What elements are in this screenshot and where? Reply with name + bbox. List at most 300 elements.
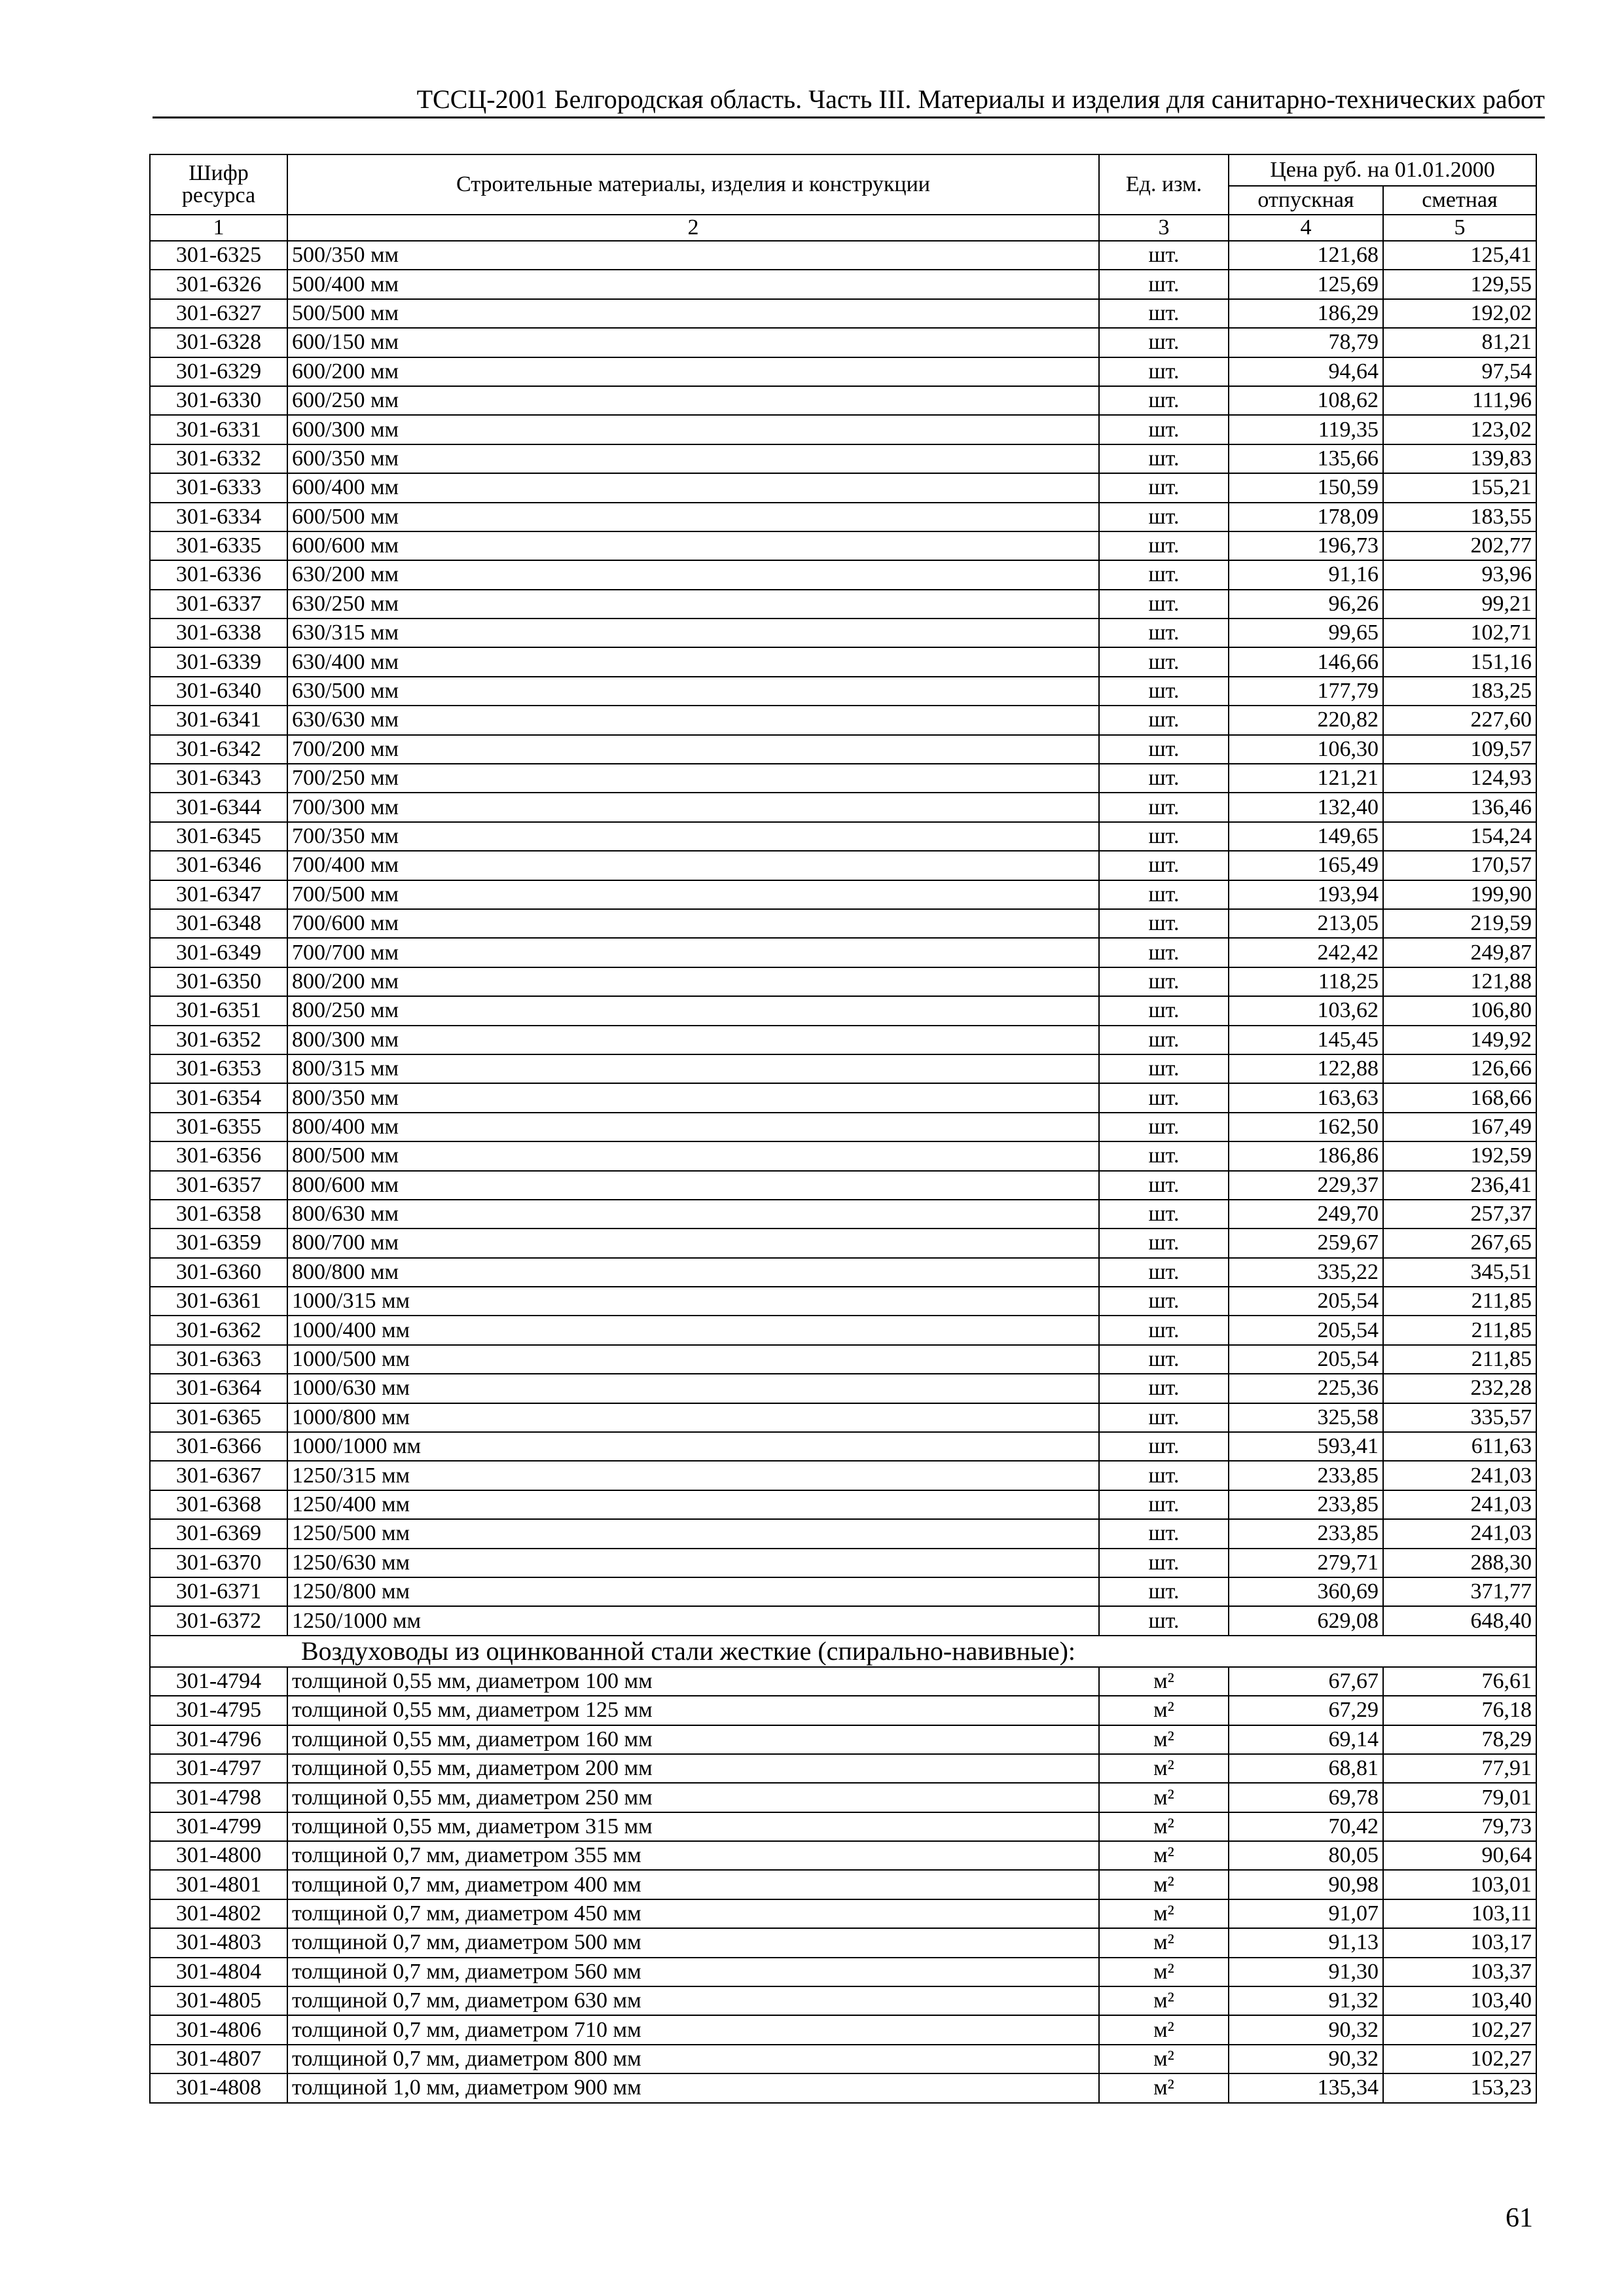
- estimate-price: 153,23: [1383, 2073, 1536, 2102]
- estimate-price: 102,71: [1383, 619, 1536, 647]
- release-price: 205,54: [1229, 1287, 1383, 1316]
- header-row: [150, 154, 1536, 186]
- unit-of-measure: шт.: [1099, 1549, 1229, 1577]
- estimate-price: 241,03: [1383, 1519, 1536, 1548]
- resource-code: 301-4806: [150, 2015, 287, 2044]
- release-price: 162,50: [1229, 1113, 1383, 1141]
- estimate-price: 227,60: [1383, 706, 1536, 734]
- release-price: 106,30: [1229, 735, 1383, 764]
- estimate-price: 90,64: [1383, 1841, 1536, 1870]
- unit-of-measure: шт.: [1099, 1461, 1229, 1490]
- resource-code: 301-4804: [150, 1958, 287, 1986]
- release-price: 259,67: [1229, 1229, 1383, 1257]
- release-price: 108,62: [1229, 386, 1383, 415]
- resource-code: 301-4794: [150, 1667, 287, 1696]
- estimate-price: 232,28: [1383, 1374, 1536, 1403]
- header-estimate-price: сметная: [1383, 186, 1536, 215]
- resource-code: 301-4796: [150, 1725, 287, 1754]
- unit-of-measure: м²: [1099, 1754, 1229, 1783]
- unit-of-measure: шт.: [1099, 1258, 1229, 1287]
- unit-of-measure: шт.: [1099, 822, 1229, 851]
- release-price: 103,62: [1229, 996, 1383, 1025]
- resource-code: 301-6329: [150, 357, 287, 386]
- material-name: 1000/800 мм: [287, 1403, 1099, 1432]
- resource-code: 301-6372: [150, 1606, 287, 1635]
- release-price: 233,85: [1229, 1461, 1383, 1490]
- resource-code: 301-6370: [150, 1549, 287, 1577]
- estimate-price: 79,01: [1383, 1783, 1536, 1812]
- material-name: толщиной 1,0 мм, диаметром 900 мм: [287, 2073, 1099, 2102]
- release-price: 225,36: [1229, 1374, 1383, 1403]
- estimate-price: 81,21: [1383, 328, 1536, 357]
- table-row: [150, 1667, 1536, 1696]
- release-price: 94,64: [1229, 357, 1383, 386]
- resource-code: 301-6357: [150, 1171, 287, 1200]
- table-row: [150, 357, 1536, 386]
- estimate-price: 102,27: [1383, 2045, 1536, 2073]
- estimate-price: 123,02: [1383, 415, 1536, 444]
- table-row: [150, 1403, 1536, 1432]
- resource-code: 301-6364: [150, 1374, 287, 1403]
- table-row: [150, 1490, 1536, 1519]
- release-price: 178,09: [1229, 503, 1383, 531]
- material-name: 1000/500 мм: [287, 1345, 1099, 1374]
- resource-code: 301-6341: [150, 706, 287, 734]
- material-name: 800/200 мм: [287, 967, 1099, 996]
- unit-of-measure: м²: [1099, 1928, 1229, 1957]
- release-price: 220,82: [1229, 706, 1383, 734]
- material-name: 800/250 мм: [287, 996, 1099, 1025]
- table-row: [150, 1171, 1536, 1200]
- estimate-price: 335,57: [1383, 1403, 1536, 1432]
- unit-of-measure: шт.: [1099, 1432, 1229, 1461]
- table-header: [150, 154, 1536, 241]
- unit-of-measure: шт.: [1099, 1345, 1229, 1374]
- column-number: 1: [150, 215, 287, 241]
- material-name: 1250/315 мм: [287, 1461, 1099, 1490]
- table-body-part2: [150, 1667, 1536, 2103]
- table-row: [150, 793, 1536, 821]
- unit-of-measure: шт.: [1099, 1316, 1229, 1344]
- release-price: 125,69: [1229, 270, 1383, 298]
- resource-code: 301-6353: [150, 1054, 287, 1083]
- table-row: [150, 531, 1536, 560]
- material-name: 1250/630 мм: [287, 1549, 1099, 1577]
- estimate-price: 111,96: [1383, 386, 1536, 415]
- material-name: толщиной 0,55 мм, диаметром 315 мм: [287, 1812, 1099, 1841]
- table-row: [150, 822, 1536, 851]
- unit-of-measure: шт.: [1099, 1374, 1229, 1403]
- section-heading-row: [150, 1636, 1536, 1667]
- table-row: [150, 1870, 1536, 1899]
- resource-code: 301-6343: [150, 764, 287, 793]
- estimate-price: 103,11: [1383, 1899, 1536, 1928]
- resource-code: 301-6336: [150, 560, 287, 589]
- table-row: [150, 735, 1536, 764]
- estimate-price: 211,85: [1383, 1287, 1536, 1316]
- unit-of-measure: м²: [1099, 2073, 1229, 2102]
- material-name: толщиной 0,7 мм, диаметром 630 мм: [287, 1986, 1099, 2015]
- release-price: 122,88: [1229, 1054, 1383, 1083]
- header-unit: Ед. изм.: [1099, 154, 1229, 215]
- estimate-price: 202,77: [1383, 531, 1536, 560]
- header-name: Строительные материалы, изделия и конструкции: [287, 154, 1099, 215]
- price-table: [149, 154, 1537, 2104]
- estimate-price: 168,66: [1383, 1083, 1536, 1112]
- resource-code: 301-6352: [150, 1026, 287, 1054]
- material-name: 600/250 мм: [287, 386, 1099, 415]
- unit-of-measure: м²: [1099, 2015, 1229, 2044]
- material-name: 630/200 мм: [287, 560, 1099, 589]
- estimate-price: 211,85: [1383, 1316, 1536, 1344]
- column-number: 2: [287, 215, 1099, 241]
- release-price: 67,29: [1229, 1696, 1383, 1725]
- resource-code: 301-6366: [150, 1432, 287, 1461]
- table-row: [150, 560, 1536, 589]
- resource-code: 301-6368: [150, 1490, 287, 1519]
- resource-code: 301-6369: [150, 1519, 287, 1548]
- estimate-price: 249,87: [1383, 938, 1536, 967]
- estimate-price: 183,55: [1383, 503, 1536, 531]
- resource-code: 301-6331: [150, 415, 287, 444]
- resource-code: 301-6367: [150, 1461, 287, 1490]
- header-release-price: отпускная: [1229, 186, 1383, 215]
- release-price: 149,65: [1229, 822, 1383, 851]
- estimate-price: 149,92: [1383, 1026, 1536, 1054]
- unit-of-measure: шт.: [1099, 270, 1229, 298]
- resource-code: 301-6337: [150, 590, 287, 619]
- material-name: 600/600 мм: [287, 531, 1099, 560]
- material-name: 700/300 мм: [287, 793, 1099, 821]
- header-rule: [153, 117, 1545, 118]
- unit-of-measure: м²: [1099, 1899, 1229, 1928]
- unit-of-measure: м²: [1099, 2045, 1229, 2073]
- resource-code: 301-4795: [150, 1696, 287, 1725]
- unit-of-measure: шт.: [1099, 764, 1229, 793]
- unit-of-measure: шт.: [1099, 1054, 1229, 1083]
- material-name: 1000/400 мм: [287, 1316, 1099, 1344]
- table-row: [150, 1783, 1536, 1812]
- release-price: 91,32: [1229, 1986, 1383, 2015]
- estimate-price: 126,66: [1383, 1054, 1536, 1083]
- material-name: 800/700 мм: [287, 1229, 1099, 1257]
- resource-code: 301-6338: [150, 619, 287, 647]
- estimate-price: 241,03: [1383, 1490, 1536, 1519]
- unit-of-measure: м²: [1099, 1667, 1229, 1696]
- material-name: 500/400 мм: [287, 270, 1099, 298]
- unit-of-measure: шт.: [1099, 241, 1229, 270]
- resource-code: 301-6346: [150, 851, 287, 880]
- table-row: [150, 328, 1536, 357]
- release-price: 90,32: [1229, 2015, 1383, 2044]
- estimate-price: 93,96: [1383, 560, 1536, 589]
- unit-of-measure: м²: [1099, 1725, 1229, 1754]
- material-name: 1250/800 мм: [287, 1577, 1099, 1606]
- estimate-price: 236,41: [1383, 1171, 1536, 1200]
- resource-code: 301-6354: [150, 1083, 287, 1112]
- estimate-price: 154,24: [1383, 822, 1536, 851]
- material-name: 600/400 мм: [287, 473, 1099, 502]
- estimate-price: 371,77: [1383, 1577, 1536, 1606]
- release-price: 80,05: [1229, 1841, 1383, 1870]
- release-price: 96,26: [1229, 590, 1383, 619]
- header-price: Цена руб. на 01.01.2000: [1229, 154, 1536, 186]
- resource-code: 301-6349: [150, 938, 287, 967]
- material-name: толщиной 0,7 мм, диаметром 355 мм: [287, 1841, 1099, 1870]
- estimate-price: 136,46: [1383, 793, 1536, 821]
- unit-of-measure: шт.: [1099, 444, 1229, 473]
- table-row: [150, 1928, 1536, 1957]
- estimate-price: 97,54: [1383, 357, 1536, 386]
- material-name: 800/300 мм: [287, 1026, 1099, 1054]
- resource-code: 301-6360: [150, 1258, 287, 1287]
- table-row: [150, 1432, 1536, 1461]
- estimate-price: 155,21: [1383, 473, 1536, 502]
- resource-code: 301-6340: [150, 677, 287, 706]
- unit-of-measure: шт.: [1099, 1229, 1229, 1257]
- unit-of-measure: шт.: [1099, 1171, 1229, 1200]
- material-name: 600/350 мм: [287, 444, 1099, 473]
- material-name: толщиной 0,55 мм, диаметром 200 мм: [287, 1754, 1099, 1783]
- table-row: [150, 473, 1536, 502]
- table-row: [150, 1606, 1536, 1635]
- material-name: 630/400 мм: [287, 647, 1099, 676]
- unit-of-measure: шт.: [1099, 967, 1229, 996]
- release-price: 335,22: [1229, 1258, 1383, 1287]
- material-name: толщиной 0,7 мм, диаметром 710 мм: [287, 2015, 1099, 2044]
- unit-of-measure: шт.: [1099, 357, 1229, 386]
- table-row: [150, 677, 1536, 706]
- estimate-price: 241,03: [1383, 1461, 1536, 1490]
- release-price: 135,34: [1229, 2073, 1383, 2102]
- release-price: 593,41: [1229, 1432, 1383, 1461]
- release-price: 69,14: [1229, 1725, 1383, 1754]
- material-name: 600/500 мм: [287, 503, 1099, 531]
- material-name: 700/700 мм: [287, 938, 1099, 967]
- estimate-price: 106,80: [1383, 996, 1536, 1025]
- material-name: 630/500 мм: [287, 677, 1099, 706]
- resource-code: 301-6359: [150, 1229, 287, 1257]
- release-price: 145,45: [1229, 1026, 1383, 1054]
- estimate-price: 167,49: [1383, 1113, 1536, 1141]
- material-name: толщиной 0,7 мм, диаметром 450 мм: [287, 1899, 1099, 1928]
- release-price: 196,73: [1229, 531, 1383, 560]
- estimate-price: 103,01: [1383, 1870, 1536, 1899]
- unit-of-measure: шт.: [1099, 531, 1229, 560]
- material-name: толщиной 0,55 мм, диаметром 125 мм: [287, 1696, 1099, 1725]
- unit-of-measure: шт.: [1099, 851, 1229, 880]
- table-row: [150, 1200, 1536, 1229]
- resource-code: 301-4800: [150, 1841, 287, 1870]
- table-row: [150, 1229, 1536, 1257]
- table-row: [150, 1958, 1536, 1986]
- estimate-price: 611,63: [1383, 1432, 1536, 1461]
- unit-of-measure: шт.: [1099, 1083, 1229, 1112]
- table-row: [150, 241, 1536, 270]
- table-row: [150, 590, 1536, 619]
- release-price: 121,21: [1229, 764, 1383, 793]
- table-row: [150, 1577, 1536, 1606]
- unit-of-measure: шт.: [1099, 415, 1229, 444]
- material-name: 700/600 мм: [287, 909, 1099, 938]
- material-name: толщиной 0,55 мм, диаметром 100 мм: [287, 1667, 1099, 1696]
- table-row: [150, 647, 1536, 676]
- release-price: 68,81: [1229, 1754, 1383, 1783]
- release-price: 132,40: [1229, 793, 1383, 821]
- table-row: [150, 938, 1536, 967]
- estimate-price: 103,17: [1383, 1928, 1536, 1957]
- resource-code: 301-6335: [150, 531, 287, 560]
- unit-of-measure: шт.: [1099, 1026, 1229, 1054]
- material-name: толщиной 0,7 мм, диаметром 800 мм: [287, 2045, 1099, 2073]
- material-name: 500/500 мм: [287, 299, 1099, 328]
- release-price: 78,79: [1229, 328, 1383, 357]
- unit-of-measure: м²: [1099, 1812, 1229, 1841]
- unit-of-measure: шт.: [1099, 938, 1229, 967]
- estimate-price: 79,73: [1383, 1812, 1536, 1841]
- estimate-price: 345,51: [1383, 1258, 1536, 1287]
- unit-of-measure: шт.: [1099, 1490, 1229, 1519]
- column-number-row: [150, 215, 1536, 241]
- estimate-price: 78,29: [1383, 1725, 1536, 1754]
- release-price: 177,79: [1229, 677, 1383, 706]
- release-price: 205,54: [1229, 1316, 1383, 1344]
- release-price: 242,42: [1229, 938, 1383, 967]
- table-row: [150, 1754, 1536, 1783]
- release-price: 90,98: [1229, 1870, 1383, 1899]
- table-row: [150, 415, 1536, 444]
- unit-of-measure: шт.: [1099, 909, 1229, 938]
- material-name: 1000/630 мм: [287, 1374, 1099, 1403]
- release-price: 629,08: [1229, 1606, 1383, 1635]
- table-row: [150, 299, 1536, 328]
- release-price: 118,25: [1229, 967, 1383, 996]
- resource-code: 301-6330: [150, 386, 287, 415]
- resource-code: 301-6327: [150, 299, 287, 328]
- release-price: 213,05: [1229, 909, 1383, 938]
- table-row: [150, 1083, 1536, 1112]
- table-row: [150, 1141, 1536, 1170]
- estimate-price: 99,21: [1383, 590, 1536, 619]
- unit-of-measure: м²: [1099, 1841, 1229, 1870]
- estimate-price: 124,93: [1383, 764, 1536, 793]
- page-header-title: ТССЦ-2001 Белгородская область. Часть III. Материалы и изделия для санитарно-технических работ: [416, 84, 1545, 114]
- table-row: [150, 1519, 1536, 1548]
- material-name: 800/500 мм: [287, 1141, 1099, 1170]
- material-name: 600/300 мм: [287, 415, 1099, 444]
- release-price: 69,78: [1229, 1783, 1383, 1812]
- unit-of-measure: шт.: [1099, 299, 1229, 328]
- estimate-price: 199,90: [1383, 880, 1536, 909]
- release-price: 91,30: [1229, 1958, 1383, 1986]
- material-name: 600/150 мм: [287, 328, 1099, 357]
- unit-of-measure: м²: [1099, 1986, 1229, 2015]
- estimate-price: 648,40: [1383, 1606, 1536, 1635]
- release-price: 67,67: [1229, 1667, 1383, 1696]
- material-name: 700/400 мм: [287, 851, 1099, 880]
- table-row: [150, 1026, 1536, 1054]
- resource-code: 301-6334: [150, 503, 287, 531]
- estimate-price: 125,41: [1383, 241, 1536, 270]
- column-number: 5: [1383, 215, 1536, 241]
- release-price: 146,66: [1229, 647, 1383, 676]
- resource-code: 301-6339: [150, 647, 287, 676]
- unit-of-measure: м²: [1099, 1696, 1229, 1725]
- table-row: [150, 1258, 1536, 1287]
- unit-of-measure: шт.: [1099, 1113, 1229, 1141]
- table-row: [150, 909, 1536, 938]
- material-name: толщиной 0,7 мм, диаметром 500 мм: [287, 1928, 1099, 1957]
- material-name: 1250/400 мм: [287, 1490, 1099, 1519]
- table-row: [150, 2045, 1536, 2073]
- estimate-price: 139,83: [1383, 444, 1536, 473]
- unit-of-measure: м²: [1099, 1870, 1229, 1899]
- resource-code: 301-6358: [150, 1200, 287, 1229]
- unit-of-measure: шт.: [1099, 328, 1229, 357]
- release-price: 119,35: [1229, 415, 1383, 444]
- release-price: 279,71: [1229, 1549, 1383, 1577]
- table-row: [150, 1986, 1536, 2015]
- resource-code: 301-6351: [150, 996, 287, 1025]
- table-row: [150, 996, 1536, 1025]
- table-body-part1: [150, 241, 1536, 1636]
- resource-code: 301-6365: [150, 1403, 287, 1432]
- resource-code: 301-4803: [150, 1928, 287, 1957]
- release-price: 99,65: [1229, 619, 1383, 647]
- release-price: 91,16: [1229, 560, 1383, 589]
- release-price: 205,54: [1229, 1345, 1383, 1374]
- table-row: [150, 503, 1536, 531]
- estimate-price: 76,18: [1383, 1696, 1536, 1725]
- table-row: [150, 967, 1536, 996]
- table-row: [150, 851, 1536, 880]
- release-price: 233,85: [1229, 1519, 1383, 1548]
- release-price: 90,32: [1229, 2045, 1383, 2073]
- release-price: 150,59: [1229, 473, 1383, 502]
- unit-of-measure: шт.: [1099, 677, 1229, 706]
- resource-code: 301-4797: [150, 1754, 287, 1783]
- release-price: 186,29: [1229, 299, 1383, 328]
- unit-of-measure: шт.: [1099, 735, 1229, 764]
- material-name: 800/600 мм: [287, 1171, 1099, 1200]
- resource-code: 301-4801: [150, 1870, 287, 1899]
- material-name: 800/350 мм: [287, 1083, 1099, 1112]
- table-row: [150, 1461, 1536, 1490]
- material-name: 800/630 мм: [287, 1200, 1099, 1229]
- table-row: [150, 1812, 1536, 1841]
- material-name: 630/250 мм: [287, 590, 1099, 619]
- table-row: [150, 1287, 1536, 1316]
- material-name: 1250/500 мм: [287, 1519, 1099, 1548]
- material-name: 630/315 мм: [287, 619, 1099, 647]
- release-price: 233,85: [1229, 1490, 1383, 1519]
- estimate-price: 76,61: [1383, 1667, 1536, 1696]
- estimate-price: 103,40: [1383, 1986, 1536, 2015]
- table-row: [150, 2015, 1536, 2044]
- page-number: 61: [1506, 2203, 1533, 2233]
- unit-of-measure: шт.: [1099, 560, 1229, 589]
- unit-of-measure: шт.: [1099, 386, 1229, 415]
- material-name: 1250/1000 мм: [287, 1606, 1099, 1635]
- material-name: 630/630 мм: [287, 706, 1099, 734]
- resource-code: 301-4805: [150, 1986, 287, 2015]
- estimate-price: 183,25: [1383, 677, 1536, 706]
- resource-code: 301-4802: [150, 1899, 287, 1928]
- material-name: 700/200 мм: [287, 735, 1099, 764]
- release-price: 163,63: [1229, 1083, 1383, 1112]
- estimate-price: 151,16: [1383, 647, 1536, 676]
- resource-code: 301-6342: [150, 735, 287, 764]
